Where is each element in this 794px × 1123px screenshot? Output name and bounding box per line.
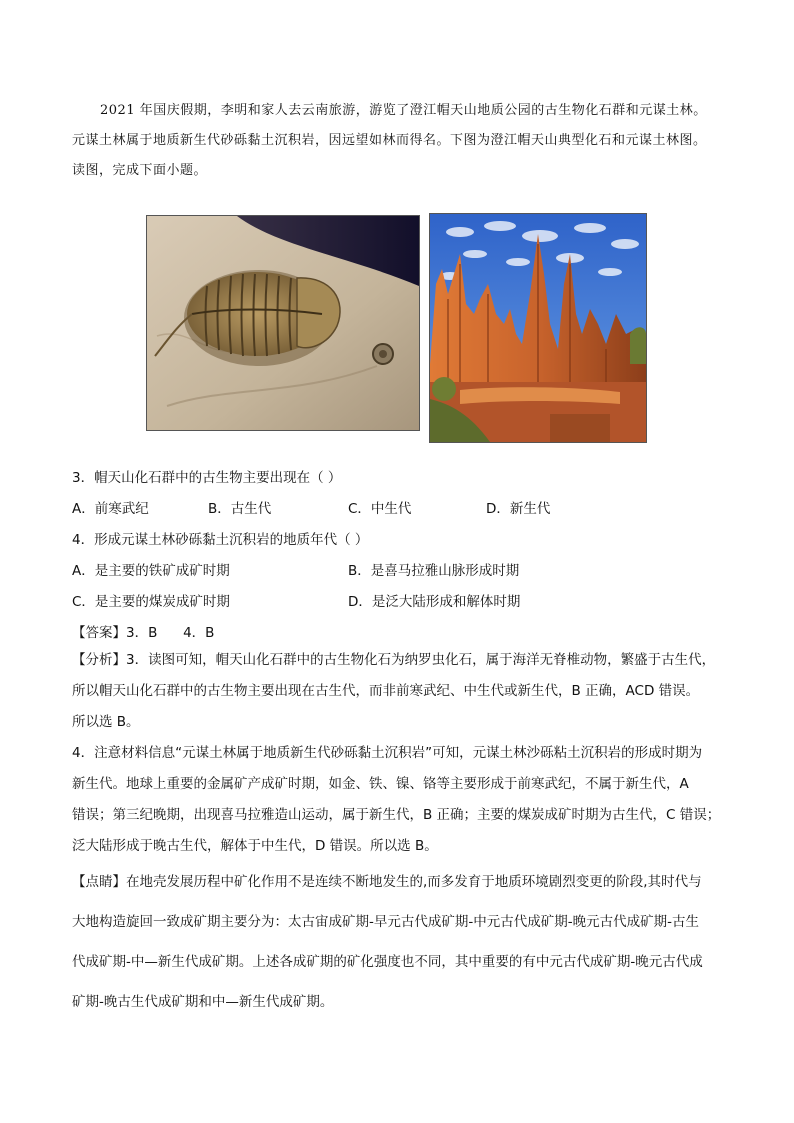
q3-option-a: A．前寒武纪 (72, 501, 149, 517)
analysis-p2-line3: 错误；第三纪晚期，出现喜马拉雅造山运动，属于新生代，B 正确；主要的煤炭成矿时期为古生代，C 错误； (72, 807, 721, 823)
intro-line-3: 读图，完成下面小题。 (72, 163, 208, 178)
answer-line (72, 621, 732, 641)
comment-line3: 代成矿期-中—新生代成矿期。上述各成矿期的矿化强度也不同，其中重要的有中元古代成矿期-晚元古代成 (72, 954, 703, 970)
q4-option-d: D．是泛大陆形成和解体时期 (348, 594, 521, 610)
analysis-p1-line3: 所以选 B。 (72, 714, 140, 730)
q4-option-c: C．是主要的煤炭成矿时期 (72, 594, 230, 610)
q4-option-b: B．是喜马拉雅山脉形成时期 (348, 563, 520, 579)
q4-option-a: A．是主要的铁矿成矿时期 (72, 563, 230, 579)
analysis-p2-line1: 4．注意材料信息“元谋土林属于地质新生代砂砾黏土沉积岩”可知，元谋土林沙砾粘土沉积岩的形成时期为 (72, 745, 703, 761)
question-3-stem: 3．帽天山化石群中的古生物主要出现在（ ） (72, 470, 342, 486)
analysis-label: 【分析】 (72, 652, 126, 668)
analysis-p2-line2: 新生代。地球上重要的金属矿产成矿时期，如金、铁、镍、铬等主要形成于前寒武纪，不属于新生代，A (72, 776, 689, 792)
comment-line2: 大地构造旋回一致成矿期主要分为：太古宙成矿期-早元古代成矿期-中元古代成矿期-晚元古代成矿期-古生 (72, 914, 699, 930)
q3-option-d: D．新生代 (486, 501, 551, 517)
q3-option-b: B．古生代 (208, 501, 272, 517)
answer-text: 3．B 4．B (126, 625, 215, 641)
figure-group (146, 213, 656, 435)
analysis-p2-line4: 泛大陆形成于晚古生代，解体于中生代，D 错误。所以选 B。 (72, 838, 438, 854)
comment-label: 【点睛】 (72, 874, 126, 890)
trilobite-fossil-image (146, 215, 420, 431)
analysis-p1-line1: 3．读图可知，帽天山化石群中的古生物化石为纳罗虫化石，属于海洋无脊椎动物，繁盛于古生代， (126, 652, 716, 668)
q3-option-c: C．中生代 (348, 501, 412, 517)
comment-section (72, 862, 734, 1022)
comment-line4: 矿期-晚古生代成矿期和中—新生代成矿期。 (72, 994, 334, 1010)
question-4-stem: 4．形成元谋土林砂砾黏土沉积岩的地质年代（ ） (72, 532, 369, 548)
analysis-p1-line2: 所以帽天山化石群中的古生物主要出现在古生代，而非前寒武纪、中生代或新生代，B 正确，ACD 错误。 (72, 683, 700, 699)
answer-label: 【答案】 (72, 625, 126, 641)
analysis-section (72, 645, 734, 862)
intro-paragraph (72, 96, 732, 186)
intro-line-1: 2021 年国庆假期，李明和家人去云南旅游，游览了澄江帽天山地质公园的古生物化石群和元谋土林。 (100, 103, 707, 118)
comment-line1: 在地壳发展历程中矿化作用不是连续不断地发生的,而多发育于地质环境剧烈变更的阶段,其时代与 (126, 874, 702, 890)
intro-line-2: 元谋土林属于地质新生代砂砾黏土沉积岩，因远望如林而得名。下图为澄江帽天山典型化石和元谋土林图。 (72, 133, 707, 148)
yuanmou-earth-forest-image (429, 213, 647, 443)
document-page (72, 96, 732, 1010)
